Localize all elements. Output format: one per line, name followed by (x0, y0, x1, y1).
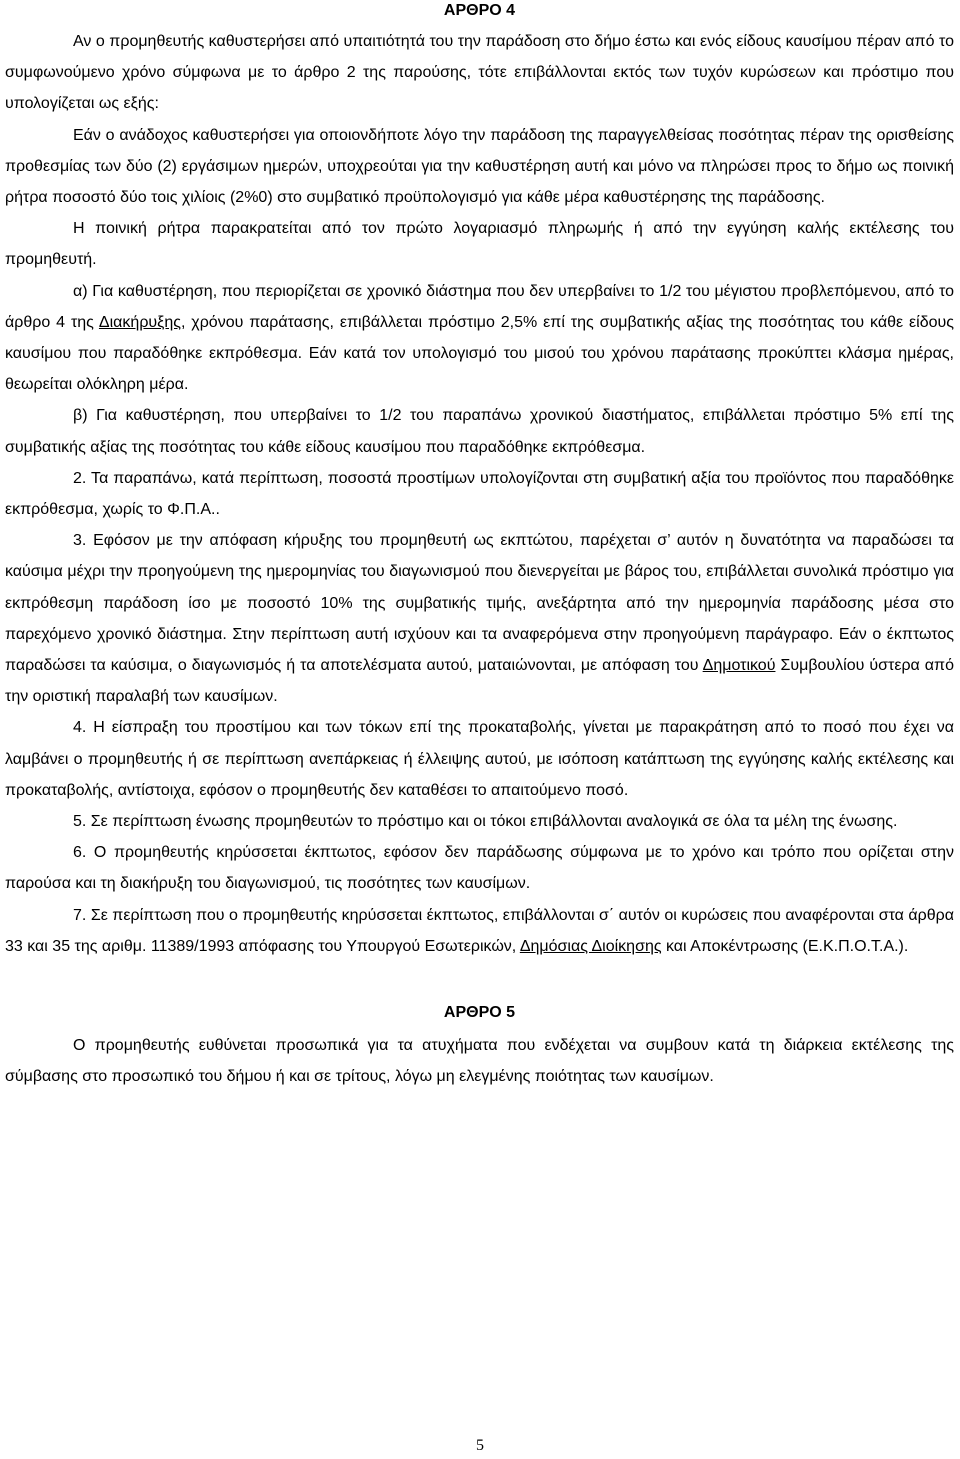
text-run: 3. Εφόσον με την απόφαση κήρυξης του προμηθευτή ως εκπτώτου, παρέχεται σ’ αυτόν η δυνατότητα να παραδώσει τα καύσιμα μέχρι την προηγούμενη της ημερομηνίας του διαγωνισμού που διενεργείται με βάρος του, επιβάλλεται συνολικά πρόστιμο για εκπρόθεσμη παράδοση ίσο με ποσοστό 10% της συμβατικής τιμής, ανεξάρτητα από την ημερομηνία παράδοσης μέσα στο παρεχόμενο χρονικό διάστημα. Στην περίπτωση αυτή ισχύουν και τα αναφερόμενα στην προηγούμενη παράγραφο. Εάν ο έκπτωτος παραδώσει τα καύσιμα, ο διαγωνισμός ή τα αποτελέσματα αυτού, ματαιώνονται, με απόφαση του (5, 532, 954, 675)
article-4-paragraph-2: Εάν ο ανάδοχος καθυστερήσει για οποιονδήποτε λόγο την παράδοση της παραγγελθείσας ποσότητας πέραν της ορισθείσης προθεσμίας των δύο (2) εργάσιμων ημερών, υποχρεούται για την καθυστέρηση αυτή και μόνο να πληρώσει προς το δήμο ως ποινική ρήτρα ποσοστό δύο τοις χιλίοις (2%0) στο συμβατικό προϋπολογισμό για κάθε μέρα καθυστέρησης της παράδοσης. (5, 126, 954, 207)
article-4-paragraph-8: 5. Σε περίπτωση ένωσης προμηθευτών το πρόστιμο και οι τόκοι επιβάλλονται αναλογικά σε όλα τα μέλη της ένωσης. (73, 813, 898, 831)
page-number: 5 (476, 1437, 484, 1454)
article-4-paragraph-7: 4. Η είσπραξη του προστίμου και των τόκων επί της προκαταβολής, γίνεται με παρακράτηση από το ποσό που έχει να λαμβάνει ο προμηθευτής ή σε περίπτωση ανεπάρκειας ή έλλειψης αυτού, με ισόποση κατάπτωση της εγγύησης καλής εκτέλεσης και προκαταβολής, αντίστοιχα, εφόσον ο προμηθευτής δεν καταθέσει το απαιτούμενο ποσό. (5, 719, 954, 799)
text-run: α) Για καθυστέρηση, που περιορίζεται σε χρονικό διάστημα που δεν υπερβαίνει το 1/2 του μέγιστου προβλεπόμενου, από το άρθρο 4 της (5, 282, 954, 331)
article-4-paragraph-4a (5, 276, 954, 401)
article-4-paragraph-3: Η ποινική ρήτρα παρακρατείται από τον πρώτο λογαριασμό πληρωμής ή από την εγγύηση καλής εκτέλεσης του προμηθευτή. (5, 220, 954, 269)
text-run: , χρόνου παράτασης, επιβάλλεται πρόστιμο 2,5% επί της συμβατικής αξίας της ποσότητας του κάθε είδους καυσίμου που παραδόθηκε εκπρόθεσμα. Εάν κατά τον υπολογισμό του μισού του χρόνου παράτασης προκύπτει κλάσμα ημέρας, θεωρείται ολόκληρη μέρα. (5, 313, 955, 394)
article-4-paragraph-5: 2. Τα παραπάνω, κατά περίπτωση, ποσοστά προστίμων υπολογίζονται στη συμβατική αξία του προϊόντος που παραδόθηκε εκπρόθεσμα, χωρίς το Φ.Π.Α.. (5, 469, 954, 519)
text-run: Συμβουλίου ύστερα από την οριστική παραλαβή των καυσίμων. (5, 657, 954, 706)
article-4-paragraph-1: Αν ο προμηθευτής καθυστερήσει από υπαιτιότητά του την παράδοση στο δήμο έστω και ενός είδους καυσίμου πέραν από το συμφωνούμενο χρόνο σύμφωνα με το άρθρο 2 της παρούσης, τότε επιβάλλονται εκτός των τυχόν κυρώσεων και πρόστιμο που υπολογίζεται ως εξής: (5, 33, 954, 113)
article-4-heading: ΑΡΘΡΟ 4 (443, 2, 516, 19)
article-5-heading: ΑΡΘΡΟ 5 (443, 1004, 516, 1022)
article-4-paragraph-10 (5, 900, 954, 962)
text-run: 7. Σε περίπτωση που ο προμηθευτής κηρύσσεται έκπτωτος, επιβάλλονται σ΄ αυτόν οι κυρώσεις που αναφέρονται στα άρθρα 33 και 35 της αριθμ. 11389/1993 απόφασης του Υπουργού Εσωτερικών, (5, 906, 954, 955)
underlined-term: Δημοτικού (702, 657, 776, 675)
text-run: και Αποκέντρωσης (Ε.Κ.Π.Ο.Τ.Α.). (661, 937, 909, 955)
article-4-paragraph-4b: β) Για καθυστέρηση, που υπερβαίνει το 1/2 του παραπάνω χρονικού διαστήματος, επιβάλλεται πρόστιμο 5% επί της συμβατικής αξίας της ποσότητας του κάθε είδους καυσίμου που παραδόθηκε εκπρόθεσμα. (5, 407, 954, 456)
article-5-paragraph-1: Ο προμηθευτής ευθύνεται προσωπικά για τα ατυχήματα που ενδέχεται να συμβουν κατά τη διάρκεια εκτέλεσης της σύμβασης στο προσωπικό του δήμου ή και σε τρίτους, λόγω μη ελεγμένης ποιότητας των καυσίμων. (5, 1037, 954, 1086)
article-4-paragraph-9: 6. Ο προμηθευτής κηρύσσεται έκπτωτος, εφόσον δεν παράδωσης σύμφωνα με το χρόνο και τρόπο που ορίζεται στην παρούσα και τη διακήρυξη του διαγωνισμού, τις ποσότητες των καυσίμων. (5, 844, 954, 893)
underlined-term: Δημόσιας Διοίκησης (519, 937, 662, 955)
article-4-paragraph-6 (5, 525, 954, 712)
underlined-term: Διακήρυξης (98, 313, 181, 331)
